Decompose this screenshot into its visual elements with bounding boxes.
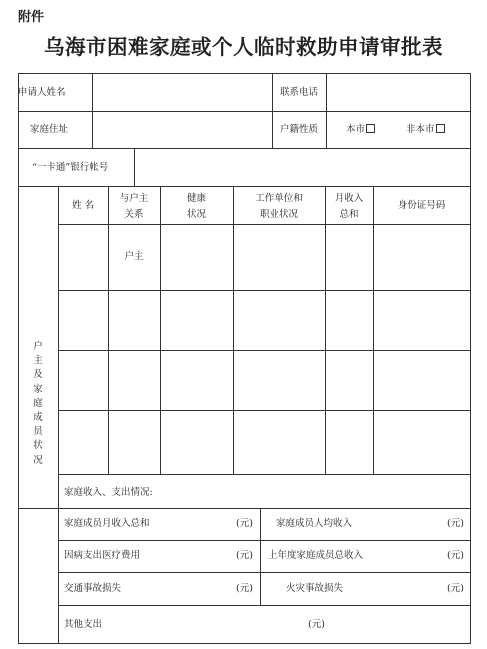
fire-loss-label: 火灾事故损失 [286,583,344,594]
other-expense-label: 其他支出 [64,619,103,630]
first-row-relation: 户主 [124,251,144,262]
medical-expense-label: 因病支出医疗费用 [64,550,141,561]
col-divider [160,186,161,475]
checkbox-icon[interactable] [436,124,445,133]
col-divider [108,186,109,475]
col-divider [326,73,327,149]
unit-yuan: (元) [236,550,253,561]
members-section-label: 户主及家庭成员状况 [33,341,43,466]
hukou-label: 户籍性质 [279,124,318,135]
local-option-label: 本市 [346,124,366,135]
col-header-income: 月收入 [334,193,364,204]
col-divider [272,73,273,149]
row-divider [58,224,471,225]
row-divider [58,350,471,351]
row-divider [18,186,471,187]
phone-label: 联系电话 [279,87,318,98]
monthly-income-label: 家庭成员月收入总和 [64,518,150,529]
unit-yuan: (元) [447,518,464,529]
last-year-income-label: 上年度家庭成员总收入 [268,550,364,561]
traffic-loss-label: 交通事故损失 [64,583,122,594]
address-label: 家庭住址 [30,124,69,135]
row-divider [58,474,471,475]
unit-yuan: (元) [236,583,253,594]
col-divider [58,186,59,644]
row-divider [58,410,471,411]
annex-label: 附件 [18,10,45,25]
col-divider [134,148,135,187]
col-header-relation: 与户主 [119,193,149,204]
finance-heading: 家庭收入、支出情况: [64,487,153,498]
nonlocal-option[interactable] [406,123,445,136]
per-capita-label: 家庭成员人均收入 [276,518,353,529]
row-divider [18,148,471,149]
form-border-bottom [18,643,471,644]
col-header-income: 总和 [339,209,359,220]
row-divider [58,605,471,606]
unit-yuan: (元) [308,619,325,630]
form-border-right [470,73,471,644]
col-header-health: 健康 [186,193,206,204]
local-option[interactable] [346,123,375,136]
unit-yuan: (元) [447,583,464,594]
unit-yuan: (元) [447,550,464,561]
applicant-name-label: 申请人姓名 [18,87,66,98]
col-header-id: 身份证号码 [397,200,446,211]
col-header-relation: 关系 [124,209,144,220]
form-border-top [18,73,471,74]
col-divider [373,186,374,475]
checkbox-icon[interactable] [366,124,375,133]
col-divider [260,508,261,606]
col-divider [325,186,326,475]
row-divider [18,111,471,112]
col-divider [92,73,93,149]
row-divider [58,290,471,291]
row-divider [58,540,471,541]
row-divider [18,508,471,509]
page-title: 乌海市困难家庭或个人临时救助申请审批表 [44,35,443,59]
col-header-health: 状况 [186,209,206,220]
col-header-work: 职业状况 [259,209,298,220]
nonlocal-option-label: 非本市 [406,124,435,135]
row-divider [58,572,471,573]
col-header-work: 工作单位和 [255,193,303,204]
form-border-left [18,73,19,644]
col-header-name: 姓 名 [71,200,95,211]
bank-account-label: “一卡通”银行帐号 [32,162,109,173]
col-divider [233,186,234,475]
unit-yuan: (元) [236,518,253,529]
